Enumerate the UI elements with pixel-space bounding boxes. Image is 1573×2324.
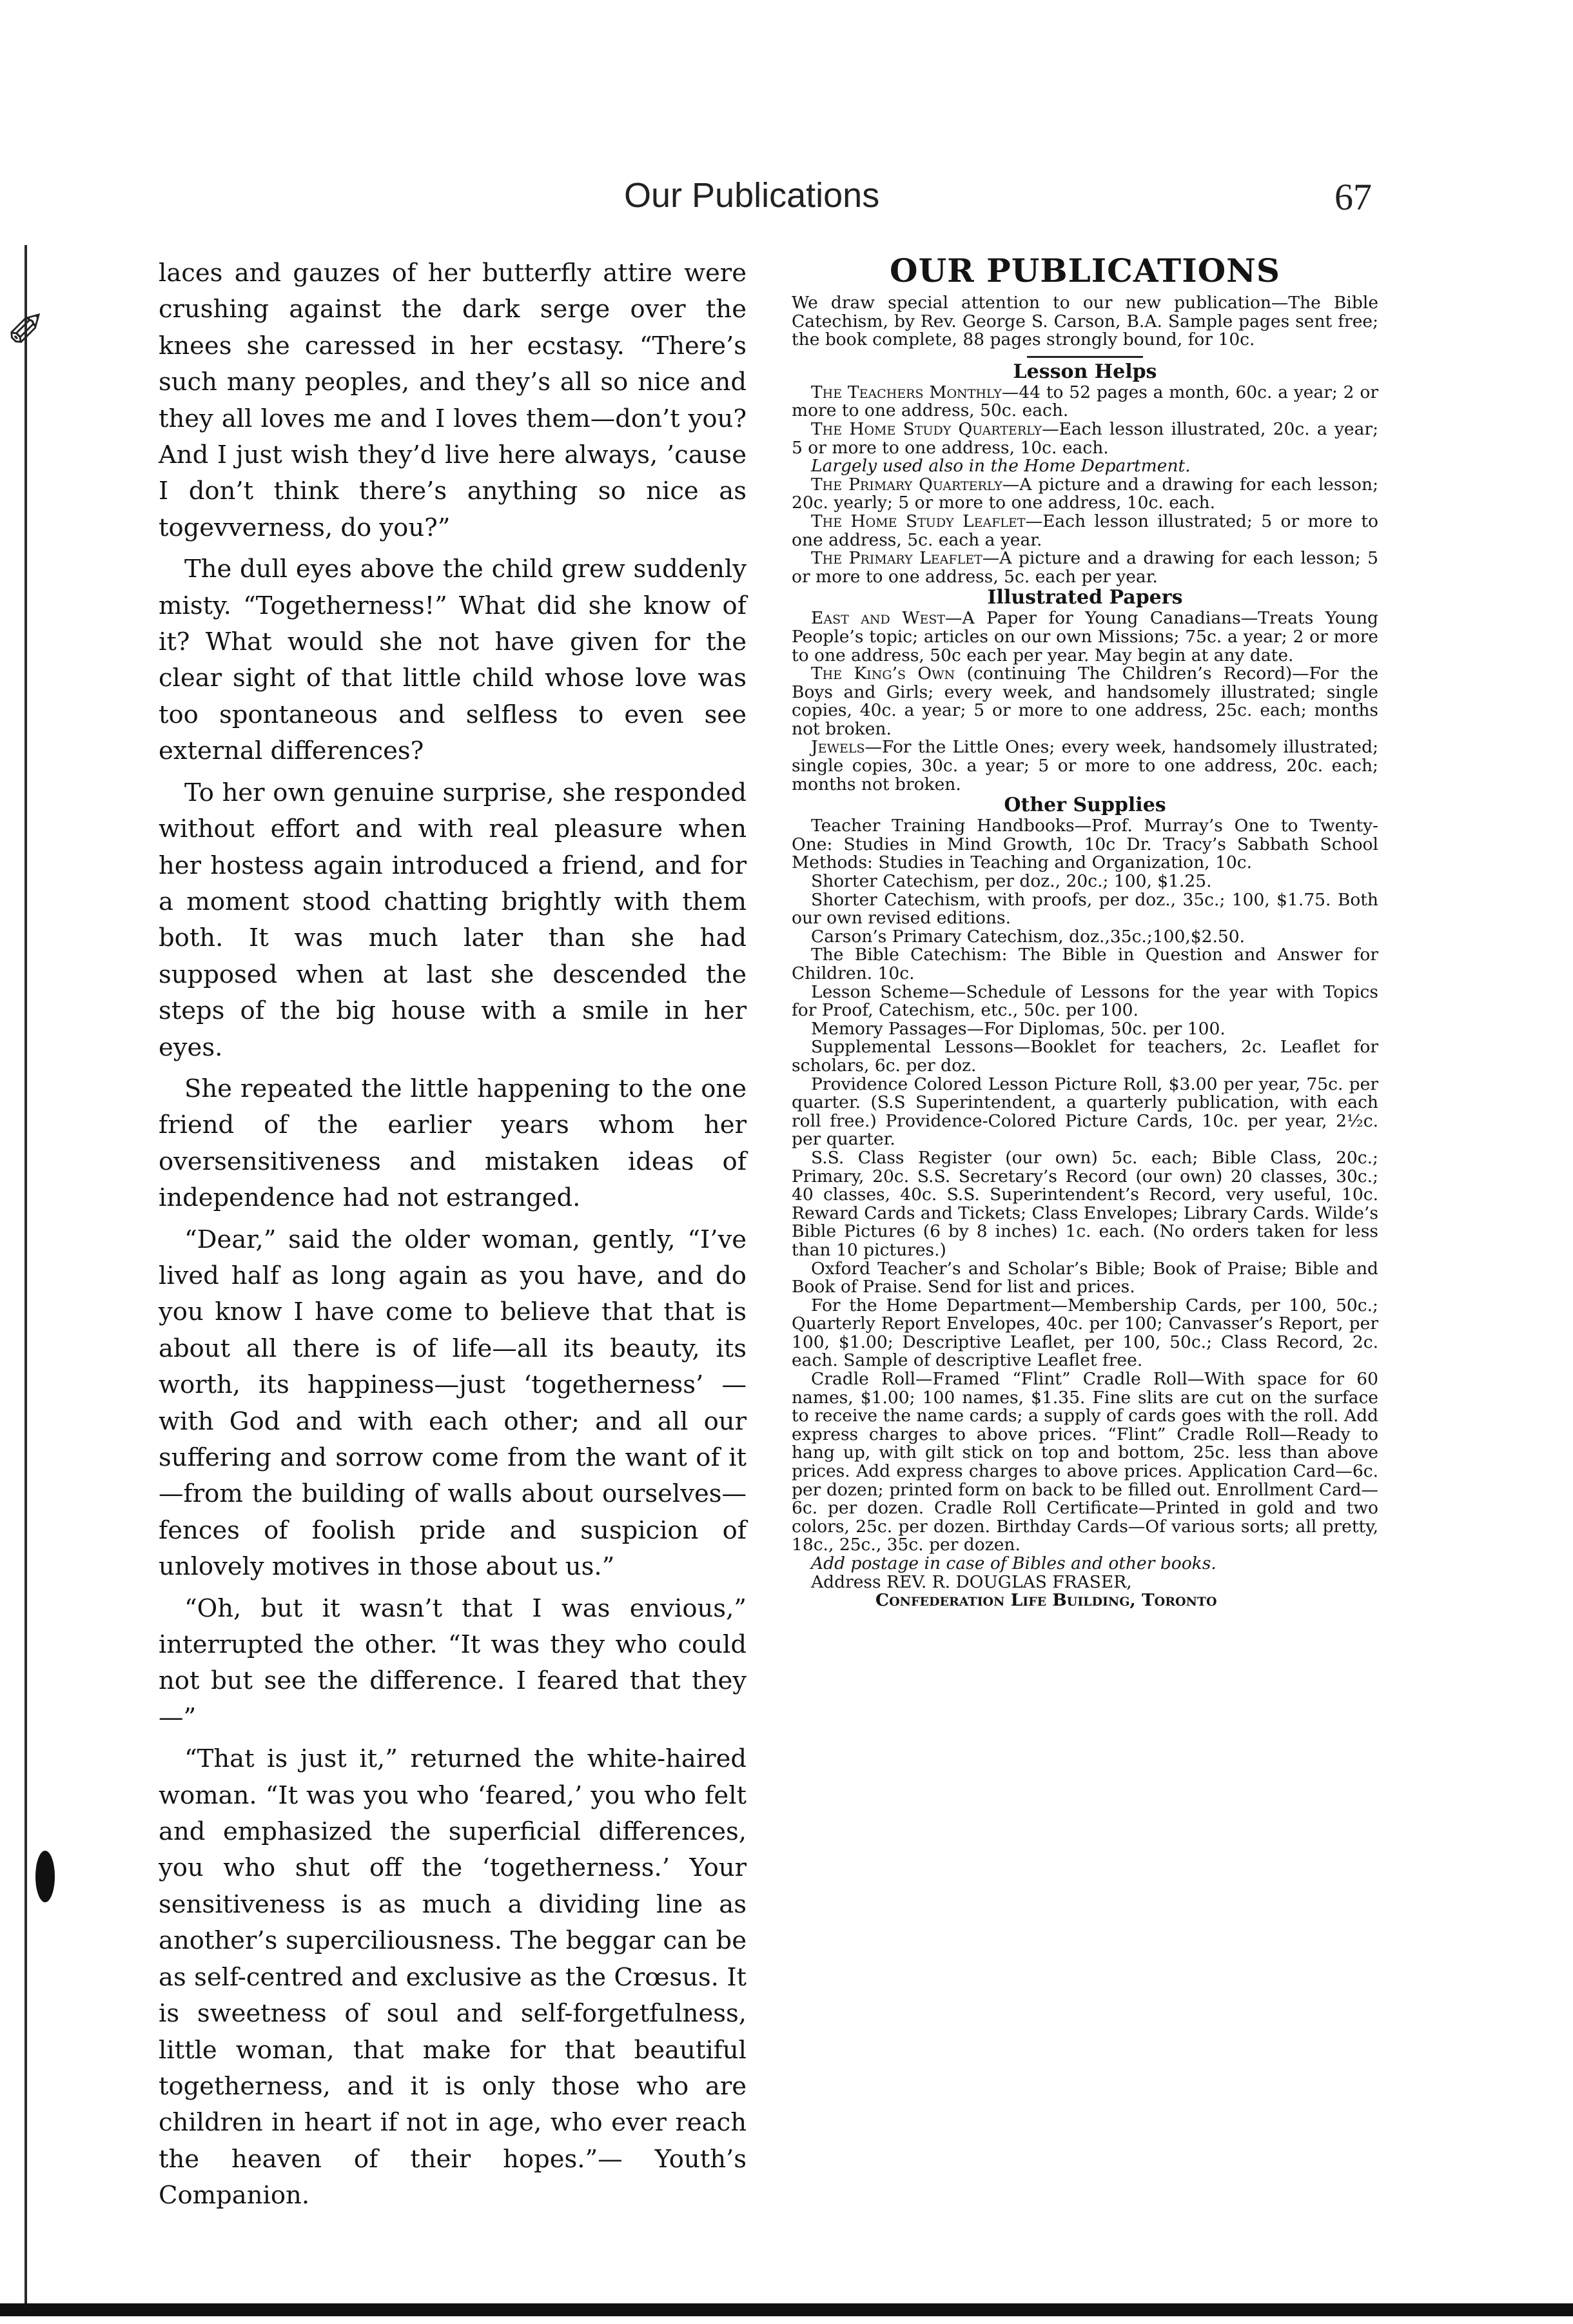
- item-text: Largely used also in the Home Department.: [811, 456, 1191, 477]
- publications-title: OUR PUBLICATIONS: [890, 251, 1280, 290]
- supply-item: Cradle Roll—Framed “Flint” Cradle Roll—With space for 60 names, $1.00; 100 names, $1.35. Fine slits are cut on the surface to receive the name cards; a supply of cards goes with the roll. Add express charges to above prices. “Flint” Cradle Roll—Ready to hang up, with gilt stick on top and bottom, 25c. less than above prices. Add express charges to above prices. Application Card—6c. per dozen; printed form on back to be filled out. Enrollment Card—6c. per dozen. Cradle Roll Certificate—Printed in gold and two colors, 25c. per dozen. Birthday Cards—Of various sorts; all pretty, 18c., 25c., 35c. per dozen.: [792, 1369, 1378, 1555]
- paper-item: [792, 665, 1378, 738]
- item-name: The Teachers Monthly: [811, 382, 1002, 402]
- item-text: —Each lesson illustrated; 5 or more to one address, 5c. each a year.: [792, 511, 1378, 550]
- section-divider: [1027, 356, 1143, 358]
- lesson-help-item: [792, 549, 1378, 586]
- supply-item: For the Home Department—Membership Cards, per 100, 50c.; Quarterly Report Envelopes, 40c. per 100; Canvasser’s Report, per 100, $1.00; Descriptive Leaflet, per 100, 50c.; Class Record, 2c. each. Sample of descriptive Leaflet free.: [792, 1295, 1378, 1371]
- story-paragraph: “Oh, but it wasn’t that I was envious,” interrupted the other. “It was they who could not but see the difference. I feared that they—”: [159, 1593, 747, 1732]
- item-name: The King’s Own: [811, 664, 955, 684]
- lesson-help-item: [792, 476, 1378, 513]
- other-supplies-heading: Other Supplies: [1004, 794, 1166, 817]
- supply-item: The Bible Catechism: The Bible in Question and Answer for Children. 10c.: [792, 945, 1378, 983]
- item-name: The Home Study Leaflet: [811, 511, 1026, 531]
- running-head: [0, 175, 1573, 227]
- publications-column: [792, 251, 1378, 1610]
- supply-item: Shorter Catechism, with proofs, per doz., 35c.; 100, $1.75. Both our own revised editions.: [792, 889, 1378, 929]
- lesson-help-note: [792, 457, 1378, 476]
- item-name: The Primary Quarterly: [811, 474, 1002, 495]
- supply-item: Providence Colored Lesson Picture Roll, $3.00 per year, 75c. per quarter. (S.S Superintendent, a quarterly publication, with each roll free.) Providence-Colored Picture Cards, 10c. per year, 2½c. per quarter.: [792, 1074, 1378, 1150]
- story-paragraph: laces and gauzes of her butterfly attire were crushing against the dark serge over the knees she caressed in her ecstasy. “There’s such many peoples, and they’s all so nice and they all loves me and I loves them—don’t you? And I just wish they’d live here always, ’cause I don’t think there’s anything so nice as togevverness, do you?”: [159, 259, 747, 542]
- lesson-helps-heading: Lesson Helps: [1013, 360, 1157, 383]
- page-scan-mark: ✐: [6, 303, 46, 357]
- story-paragraph: “That is just it,” returned the white-haired woman. “It was you who ‘feared,’ you who felt and emphasized the superficial differences, you who shut off the ‘togetherness.’ Your sensitiveness is as much a dividing line as another’s superciliousness. The beggar can be as self-centred and exclusive as the Crœsus. It is sweetness of soul and self-forgetfulness, little woman, that make for that beautiful togetherness, and it is only those who are children in heart if not in age, who ever reach the heaven of their hopes.”— Youth’s Companion.: [159, 1744, 747, 2211]
- address-line: Address REV. R. DOUGLAS FRASER,: [811, 1571, 1132, 1592]
- item-name: The Primary Leaflet: [811, 548, 982, 569]
- running-title: Our Publications: [624, 176, 880, 215]
- paper-item: [792, 738, 1378, 794]
- item-text: —44 to 52 pages a month, 60c. a year; 2 or more to one address, 50c. each.: [792, 382, 1378, 421]
- publications-intro: We draw special attention to our new publication—The Bible Catechism, by Rev. George S. Carson, B.A. Sample pages sent free; the book complete, 88 pages strongly bound, for 10c.: [792, 293, 1378, 350]
- item-name: East and West: [811, 608, 946, 629]
- lesson-help-item: [792, 420, 1378, 457]
- supply-item: S.S. Class Register (our own) 5c. each; Bible Class, 20c.; Primary, 20c. S.S. Secretary’s Record (our own) 20 classes, 30c.; 40 classes, 40c. S.S. Superintendent’s Record, very useful, 10c. Reward Cards and Tickets; Class Envelopes; Library Cards. Wilde’s Bible Pictures (6 by 8 inches) 1c. each. (No orders taken for less than 10 pictures.): [792, 1147, 1378, 1260]
- supply-item: Supplemental Lessons—Booklet for teachers, 2c. Leaflet for scholars, 6c. per doz.: [792, 1037, 1378, 1076]
- binding-edge-line: [24, 245, 27, 2309]
- page-number: 67: [1334, 176, 1372, 218]
- story-paragraph: To her own genuine surprise, she responded without effort and with real pleasure when her hostess again introduced a friend, and for a moment stood chatting brightly with them both. It was much later than she had supposed when at last she descended the steps of the big house with a smile in her eyes.: [159, 778, 747, 1062]
- supply-item: Oxford Teacher’s and Scholar’s Bible; Book of Praise; Bible and Book of Praise. Send for list and prices.: [792, 1258, 1378, 1297]
- closing-note: Add postage in case of Bibles and other books.: [811, 1553, 1216, 1573]
- illustrated-papers-heading: Illustrated Papers: [987, 586, 1183, 609]
- story-paragraph: The dull eyes above the child grew suddenly misty. “Togetherness!” What did she know of it? What would she not have given for the clear sight of that little child whose love was too spontaneous and selfless to even see external differences?: [159, 555, 747, 766]
- item-text: —A picture and a drawing for each lesson; 5 or more to one address, 5c. each per year.: [792, 548, 1379, 587]
- item-name: Jewels: [811, 737, 865, 758]
- lesson-help-item: [792, 513, 1378, 549]
- paper-item: [792, 609, 1378, 665]
- ink-blot: [35, 1851, 55, 1902]
- supply-item: Lesson Scheme—Schedule of Lessons for the year with Topics for Proof, Catechism, etc., 50c. per 100.: [792, 981, 1378, 1021]
- supply-item: Shorter Catechism, per doz., 20c.; 100, $1.25.: [811, 871, 1212, 892]
- item-text: —Each lesson illustrated, 20c. a year; 5 or more to one address, 10c. each.: [792, 419, 1379, 458]
- supply-item: Teacher Training Handbooks—Prof. Murray’s One to Twenty-One: Studies in Mind Growth, 10c Dr. Tracy’s Sabbath School Methods: Studies in Teaching and Organization, 10c.: [792, 816, 1378, 873]
- supply-item: Carson’s Primary Catechism, doz.,35c.;100,$2.50.: [811, 926, 1246, 947]
- item-text: (continuing The Children’s Record)—For the Boys and Girls; every week, and handsomely illustrated; single copies, 40c. a year; 5 or more to one address, 25c. each; months not broken.: [792, 664, 1378, 739]
- story-paragraph: “Dear,” said the older woman, gently, “I’ve lived half as long again as you have, and do you know I have come to believe that that is about all there is of life—all its beauty, its worth, its happiness—just ‘togetherness’ —with God and with each other; and all our suffering and sorrow come from the want of it —from the building of walls about ourselves— fences of foolish pride and suspicion of unlovely motives in those about us.”: [159, 1225, 747, 1582]
- bottom-edge-bar: [0, 2303, 1573, 2316]
- lesson-help-item: [792, 384, 1378, 420]
- item-text: —For the Little Ones; every week, handsomely illustrated; single copies, 30c. a year; 5 or more to one address, 20c. each; months not broken.: [792, 737, 1378, 794]
- address-line-2: Confederation Life Building, Toronto: [875, 1590, 1217, 1611]
- item-text: —A picture and a drawing for each lesson; 20c. yearly; 5 or more to one address, 10c. each.: [792, 474, 1378, 513]
- item-name: The Home Study Quarterly: [811, 419, 1042, 439]
- item-text: —A Paper for Young Canadians—Treats Young People’s topic; articles on our own Missions; 75c. a year; 2 or more to one address, 50c each per year. May begin at any date.: [792, 608, 1378, 665]
- supply-item: Memory Passages—For Diplomas, 50c. per 100.: [811, 1018, 1226, 1039]
- story-column: [159, 255, 747, 2220]
- story-paragraph: She repeated the little happening to the one friend of the earlier years whom her oversensitiveness and mistaken ideas of independence had not estranged.: [159, 1074, 747, 1213]
